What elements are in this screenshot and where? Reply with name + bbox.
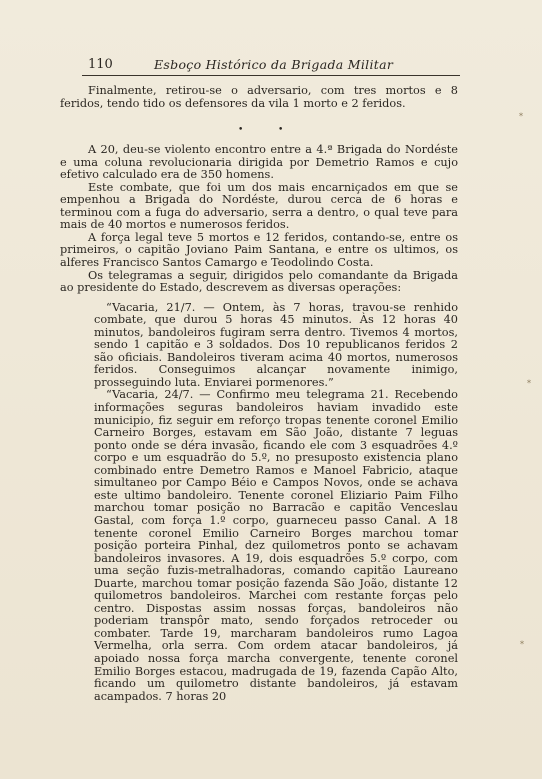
separator-mark: • [278, 125, 284, 136]
section-separator [60, 110, 458, 144]
telegram-2: “Vacaria, 24/7. — Confirmo meu telegrama 21. Recebendo informações seguras bandoleiros haviam invadido este municipio, fiz seguir em reforço tropas tenente coronel Emilio Carneiro Borges, estavam em São João, distante 7 leguas ponto onde se déra invasão, ficando ele com 3 esquadrões 4.º corpo e um esquadrão do 5.º, no presuposto existencia plano combinado entre Demetro Ramos e Manoel Fabricio, ataque simultaneo por Campo Béio e Campos Novos, onde se achava este ultimo bandoleiro. Tenente coronel Eliziario Paim Filho marchou tomar posição no Barracão e capitão Venceslau Gastal, com força 1.º corpo, guarneceu passo Canal. A 18 tenente coronel Emilio Carneiro Borges marchou tomar posição porteira Pinhal, dez quilometros ponto se achavam bandoleiros invasores. A 19, dois esquadrões 5.º corpo, com uma seção fuzis-metralhadoras, comando capitão Laureano Duarte, marchou tomar posição fazenda São João, distante 12 quilometros bandoleiros. Marchei com restante forças pelo centro. Dispostas assim nossas forças, bandoleiros não poderiam transpôr mato, sendo forçados retroceder ou combater. Tarde 19, marcharam bandoleiros rumo Lagoa Vermelha, orla serra. Com ordem atacar bandoleiros, já apoiado nossa força marcha convergente, tenente coronel Emilio Borges estacou, madrugada de 19, fazenda Capão Alto, ficando um quilometro distante bandoleiros, já estavam acampados. 7 horas 20 [94, 388, 458, 703]
paragraph-4: A força legal teve 5 mortos e 12 feridos, contando-se, entre os primeiros, o capitão Joviano Paim Santana, e entre os ultimos, os alferes Francisco Santos Camargo e Teodolindo Costa. [60, 230, 458, 270]
body-text [60, 85, 458, 703]
page-number: 110 [88, 57, 113, 72]
telegram-1: “Vacaria, 21/7. — Ontem, às 7 horas, travou-se renhido combate, que durou 5 horas 45 minutos. Às 12 horas 40 minutos, bandoleiros fugiram serra dentro. Tivemos 4 mortos, sendo 1 capitão e 3 soldados. Dos 10 republicanos feridos 2 são oficiais. Bandoleiros tiveram acima 40 mortos, numerosos feridos. Conseguimos alcançar novamente inimigo, prosseguindo luta. Enviarei pormenores.” [94, 300, 458, 389]
paragraph-3: Este combate, que foi um dos mais encarniçados em que se empenhou a Brigada do Nordéste, durou cerca de 6 horas e terminou com a fuga do adversario, serra a dentro, o qual teve para mais de 40 mortos e numerosos feridos. [60, 180, 458, 232]
margin-speck: * [527, 379, 531, 388]
page-header [82, 57, 460, 77]
paragraph-5: Os telegramas a seguir, dirigidos pelo comandante da Brigada ao presidente do Estado, descrevem as diversas operações: [60, 268, 458, 295]
margin-speck: * [519, 112, 523, 121]
paragraph-2: A 20, deu-se violento encontro entre a 4.ª Brigada do Nordéste e uma coluna revolucionaria dirigida por Demetrio Ramos e cujo efetivo calculado era de 350 homens. [60, 143, 458, 182]
paragraph-1: Finalmente, retirou-se o adversario, com tres mortos e 8 feridos, tendo tido os defensores da vila 1 morto e 2 feridos. [60, 84, 458, 110]
margin-speck: * [520, 640, 524, 649]
running-title: Esboço Histórico da Brigada Militar [154, 57, 394, 72]
header-rule [82, 75, 460, 76]
separator-mark: • [238, 125, 244, 136]
